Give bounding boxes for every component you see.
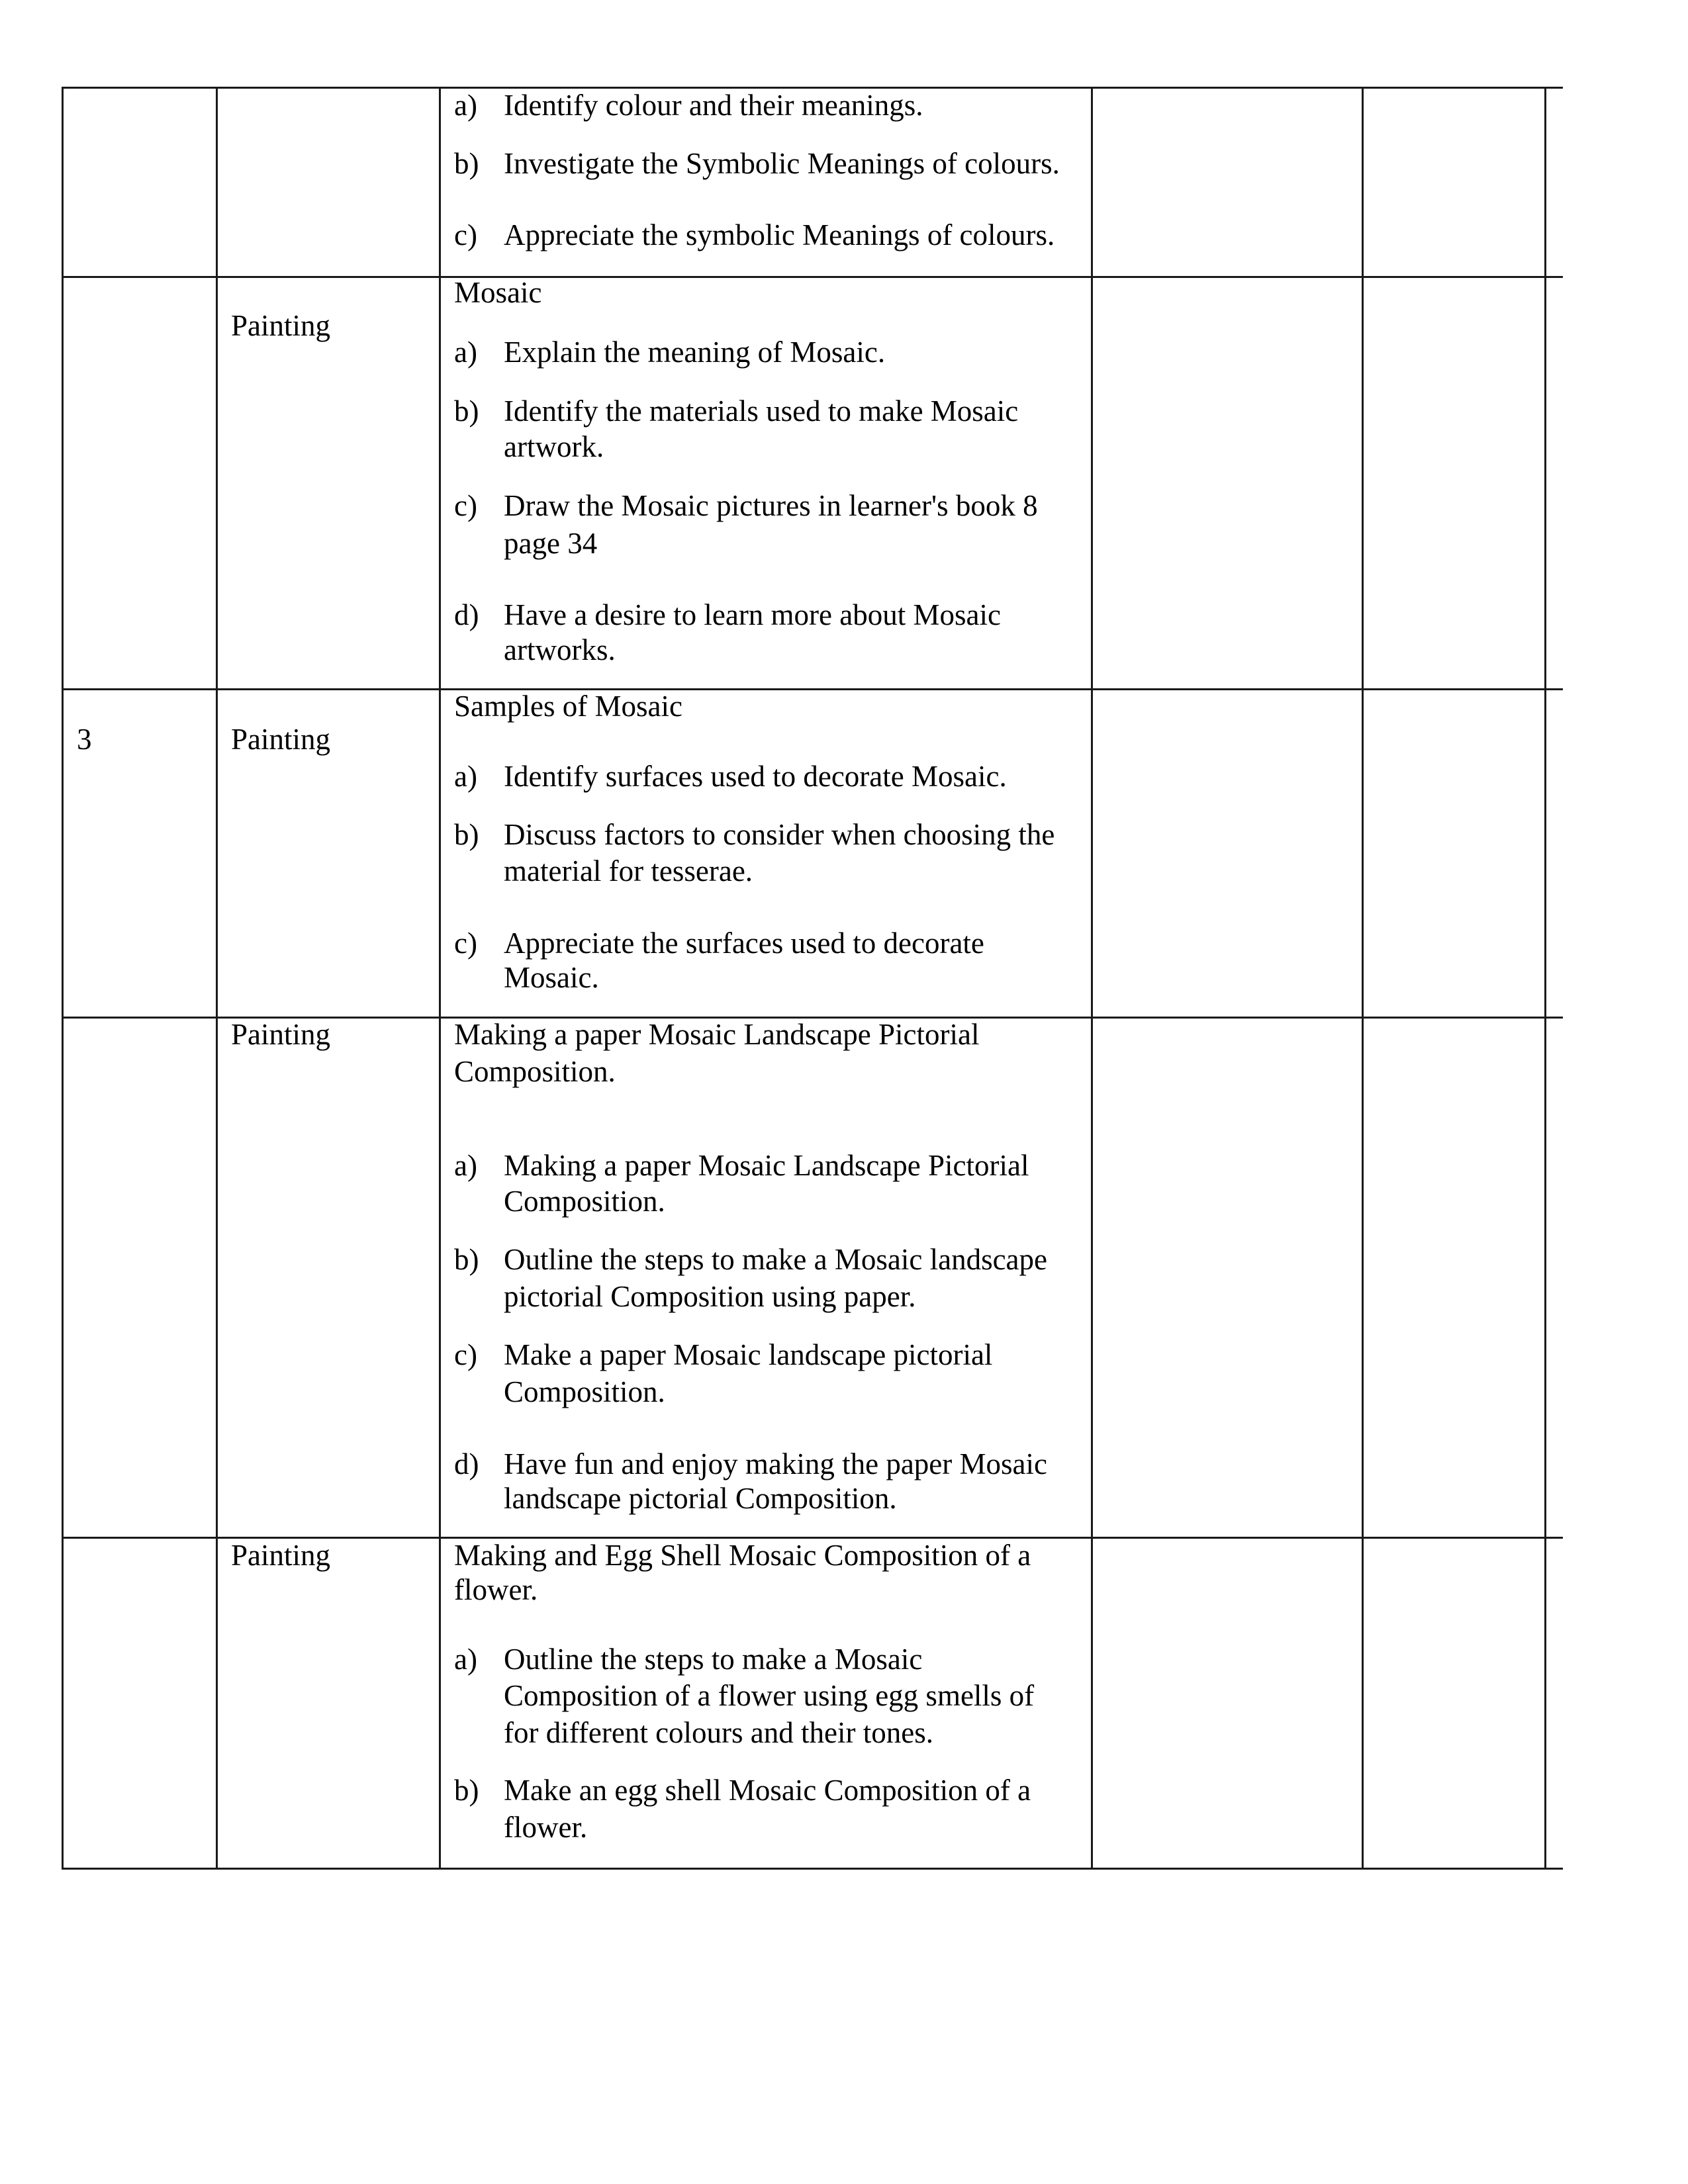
item-label: d) bbox=[454, 598, 479, 631]
item-text: page 34 bbox=[504, 527, 598, 560]
item-text: Have fun and enjoy making the paper Mosaic bbox=[504, 1447, 1047, 1480]
topic-heading: Mosaic bbox=[454, 276, 542, 309]
item-text: Explain the meaning of Mosaic. bbox=[504, 336, 886, 369]
item-label: b) bbox=[454, 147, 479, 180]
item-label: a) bbox=[454, 760, 477, 793]
item-text: Identify the materials used to make Mosaic bbox=[504, 394, 1019, 428]
item-text: Identify colour and their meanings. bbox=[504, 89, 923, 122]
item-text: Appreciate the symbolic Meanings of colours. bbox=[504, 218, 1055, 251]
item-text: flower. bbox=[504, 1811, 588, 1844]
item-text: Composition of a flower using egg smells of bbox=[504, 1679, 1035, 1712]
item-text: landscape pictorial Composition. bbox=[504, 1482, 897, 1515]
item-text: Making a paper Mosaic Landscape Pictorial bbox=[504, 1149, 1029, 1182]
row-divider bbox=[62, 688, 1563, 690]
topic-heading: Samples of Mosaic bbox=[454, 690, 682, 723]
table-border-right bbox=[1544, 87, 1546, 1870]
column-divider bbox=[1091, 87, 1093, 1870]
item-label: d) bbox=[454, 1447, 479, 1480]
item-text: material for tesserae. bbox=[504, 854, 753, 887]
item-label: b) bbox=[454, 818, 479, 851]
item-label: a) bbox=[454, 336, 477, 369]
item-text: Outline the steps to make a Mosaic landscape bbox=[504, 1243, 1048, 1276]
topic-heading: Composition. bbox=[454, 1055, 616, 1088]
item-label: b) bbox=[454, 1774, 479, 1807]
item-label: a) bbox=[454, 1149, 477, 1182]
item-label: c) bbox=[454, 218, 477, 251]
item-text: artworks. bbox=[504, 633, 616, 666]
table-border-bottom bbox=[62, 1868, 1563, 1870]
item-label: c) bbox=[454, 489, 477, 522]
item-text: Composition. bbox=[504, 1375, 665, 1408]
item-text: Make a paper Mosaic landscape pictorial bbox=[504, 1338, 993, 1371]
item-text: Make an egg shell Mosaic Composition of a bbox=[504, 1774, 1031, 1807]
item-text: Discuss factors to consider when choosing the bbox=[504, 818, 1055, 851]
column-divider bbox=[439, 87, 441, 1870]
item-text: Investigate the Symbolic Meanings of colours. bbox=[504, 147, 1060, 180]
strand-cell: Painting bbox=[231, 1018, 331, 1051]
item-text: Outline the steps to make a Mosaic bbox=[504, 1643, 923, 1676]
item-text: Composition. bbox=[504, 1185, 665, 1218]
topic-heading: Making and Egg Shell Mosaic Composition of a bbox=[454, 1539, 1031, 1572]
item-text: Draw the Mosaic pictures in learner's book 8 bbox=[504, 489, 1038, 522]
item-text: Mosaic. bbox=[504, 961, 599, 994]
table-border-left bbox=[62, 87, 64, 1870]
row-divider bbox=[62, 276, 1563, 278]
item-text: pictorial Composition using paper. bbox=[504, 1280, 916, 1313]
item-label: c) bbox=[454, 927, 477, 960]
item-label: b) bbox=[454, 394, 479, 428]
strand-cell: Painting bbox=[231, 309, 331, 342]
column-divider bbox=[216, 87, 218, 1870]
item-text: Appreciate the surfaces used to decorate bbox=[504, 927, 984, 960]
item-text: Identify surfaces used to decorate Mosaic. bbox=[504, 760, 1007, 793]
item-text: Have a desire to learn more about Mosaic bbox=[504, 598, 1001, 631]
column-divider bbox=[1362, 87, 1364, 1870]
item-label: a) bbox=[454, 1643, 477, 1676]
strand-cell: Painting bbox=[231, 723, 331, 756]
week-cell: 3 bbox=[77, 723, 92, 756]
topic-heading: Making a paper Mosaic Landscape Pictorial bbox=[454, 1018, 980, 1051]
strand-cell: Painting bbox=[231, 1539, 331, 1572]
item-text: artwork. bbox=[504, 430, 604, 463]
topic-heading: flower. bbox=[454, 1573, 538, 1606]
item-text: for different colours and their tones. bbox=[504, 1716, 933, 1749]
item-label: c) bbox=[454, 1338, 477, 1371]
item-label: b) bbox=[454, 1243, 479, 1276]
item-label: a) bbox=[454, 89, 477, 122]
